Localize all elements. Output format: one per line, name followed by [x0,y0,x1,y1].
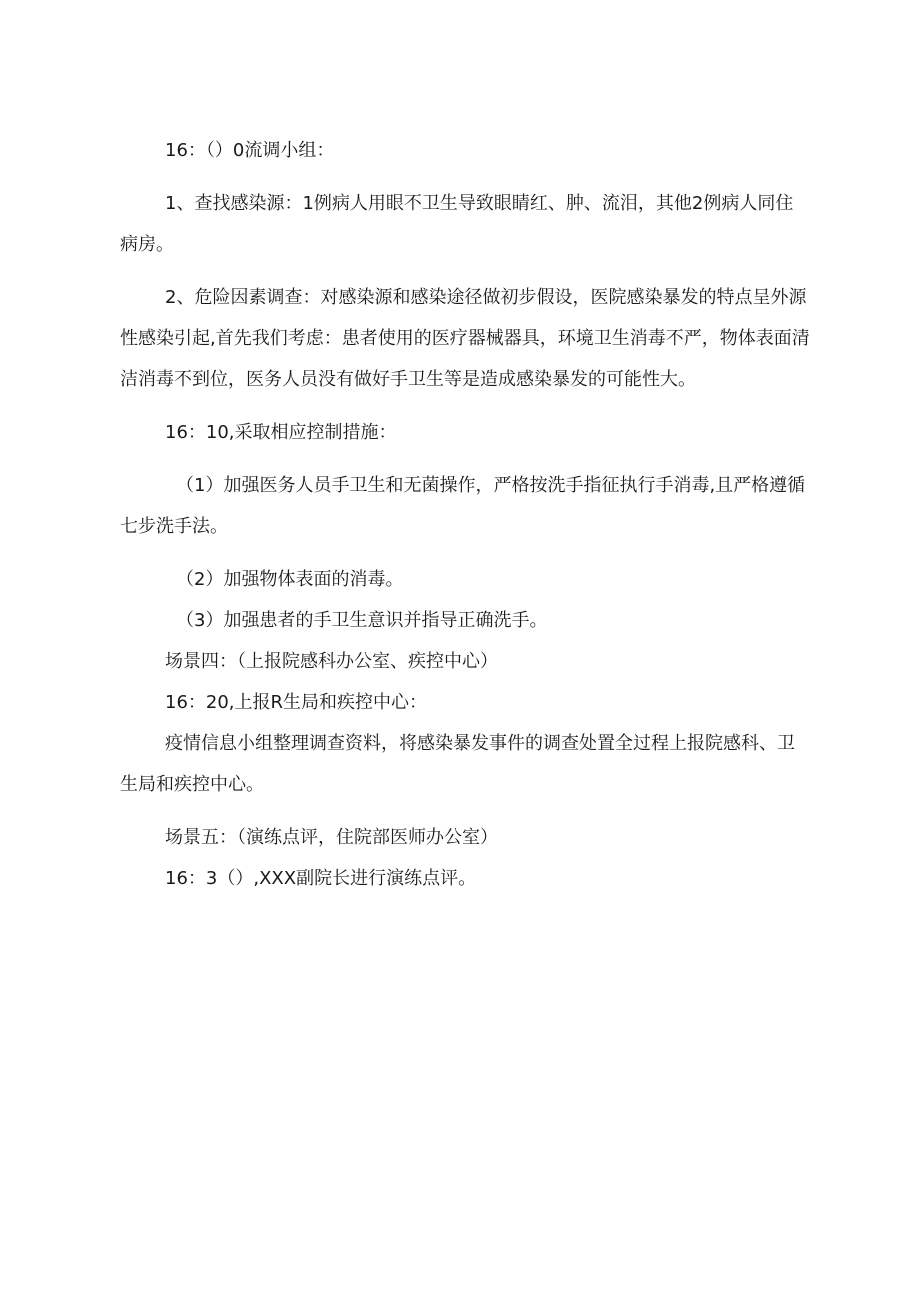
paragraph-measure-1: （1）加强医务人员手卫生和无菌操作，严格按洗手指征执行手消毒,且严格遵循七步洗手法。 [120,475,806,537]
paragraph-risk-factors: 2、危险因素调查：对感染源和感染途径做初步假设，医院感染暴发的特点呈外源性感染引起,首先我们考虑：患者使用的医疗器械器具，环境卫生消毒不严，物体表面清洁消毒不到位，医务人员没有做好手卫生等是造成感染暴发的可能性大。 [120,287,810,390]
paragraph-measure-3: （3）加强患者的手卫生意识并指导正确洗手。 [176,610,548,631]
paragraph-report-summary: 疫情信息小组整理调查资料，将感染暴发事件的调查处置全过程上报院感科、卫生局和疾控中心。 [120,733,795,795]
document-body [120,130,810,899]
paragraph-infection-source: 1、查找感染源：1例病人用眼不卫生导致眼睛红、肿、流泪，其他2例病人同住病房。 [120,193,794,255]
paragraph-time-1630: 16：3（）,XXX副院长进行演练点评。 [165,868,477,889]
paragraph-time-1620: 16：20,上报R生局和疾控中心： [165,692,428,713]
paragraph-scene-five: 场景五：（演练点评，住院部医师办公室） [165,827,498,848]
paragraph-time-1610: 16：10,采取相应控制措施： [165,422,397,443]
paragraph-time-1600: 16：（）0流调小组： [165,140,335,161]
paragraph-measure-2: （2）加强物体表面的消毒。 [176,569,404,590]
paragraph-scene-four: 场景四：（上报院感科办公室、疾控中心） [165,651,498,672]
